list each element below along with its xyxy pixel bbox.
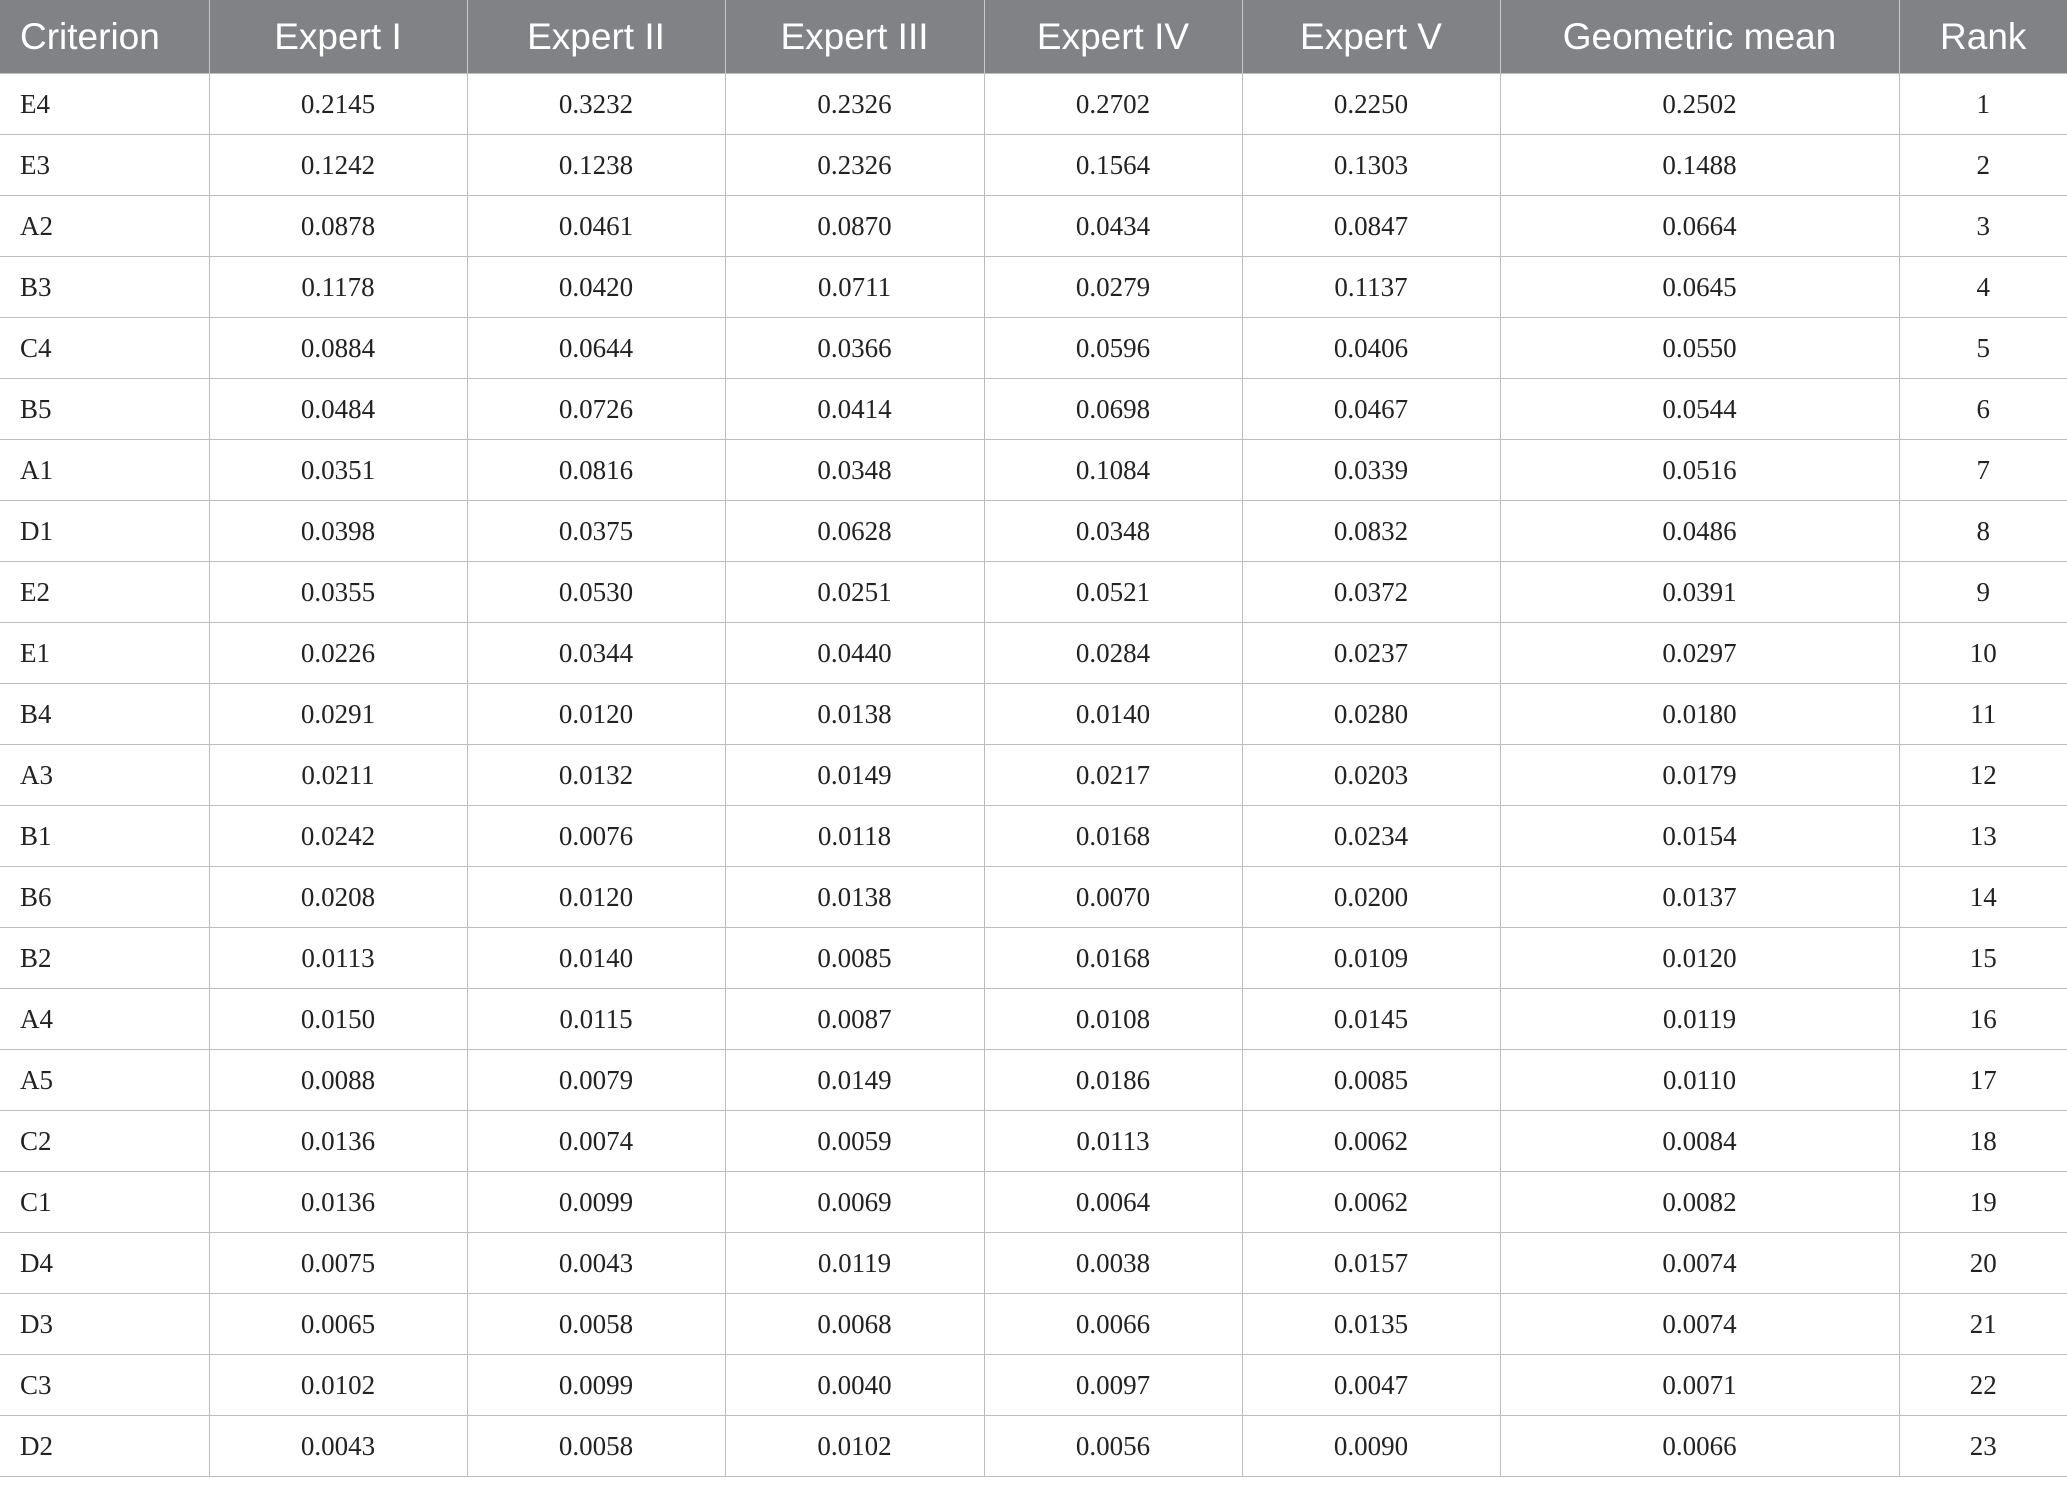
table-row: [0, 1233, 2067, 1294]
cell-expert-2: 0.1238: [467, 135, 725, 196]
cell-rank: 7: [1899, 440, 2067, 501]
cell-criterion: A2: [0, 196, 209, 257]
cell-expert-3: 0.2326: [725, 135, 984, 196]
cell-geometric-mean: 0.0664: [1500, 196, 1899, 257]
cell-expert-1: 0.0136: [209, 1172, 467, 1233]
cell-criterion: B4: [0, 684, 209, 745]
cell-expert-2: 0.0344: [467, 623, 725, 684]
cell-geometric-mean: 0.0179: [1500, 745, 1899, 806]
cell-rank: 6: [1899, 379, 2067, 440]
cell-rank: 8: [1899, 501, 2067, 562]
cell-expert-3: 0.0138: [725, 867, 984, 928]
column-header-geometric-mean: Geometric mean: [1500, 0, 1899, 74]
cell-expert-5: 0.0234: [1242, 806, 1500, 867]
cell-expert-2: 0.3232: [467, 74, 725, 135]
cell-geometric-mean: 0.2502: [1500, 74, 1899, 135]
cell-expert-4: 0.2702: [984, 74, 1242, 135]
cell-expert-1: 0.0398: [209, 501, 467, 562]
cell-expert-3: 0.0059: [725, 1111, 984, 1172]
cell-geometric-mean: 0.0516: [1500, 440, 1899, 501]
cell-geometric-mean: 0.0074: [1500, 1294, 1899, 1355]
cell-expert-4: 0.0070: [984, 867, 1242, 928]
cell-expert-4: 0.0284: [984, 623, 1242, 684]
table-row: [0, 623, 2067, 684]
cell-expert-4: 0.0038: [984, 1233, 1242, 1294]
cell-expert-5: 0.0467: [1242, 379, 1500, 440]
cell-criterion: C2: [0, 1111, 209, 1172]
cell-rank: 12: [1899, 745, 2067, 806]
cell-expert-3: 0.0087: [725, 989, 984, 1050]
cell-expert-2: 0.0076: [467, 806, 725, 867]
table-row: [0, 1355, 2067, 1416]
cell-criterion: D1: [0, 501, 209, 562]
cell-rank: 23: [1899, 1416, 2067, 1477]
column-header-expert-3: Expert III: [725, 0, 984, 74]
cell-expert-1: 0.0878: [209, 196, 467, 257]
table-row: [0, 1294, 2067, 1355]
table-row: [0, 745, 2067, 806]
cell-expert-2: 0.0530: [467, 562, 725, 623]
table-row: [0, 989, 2067, 1050]
cell-rank: 11: [1899, 684, 2067, 745]
cell-criterion: A5: [0, 1050, 209, 1111]
header-row: [0, 0, 2067, 74]
cell-expert-4: 0.0279: [984, 257, 1242, 318]
table-row: [0, 440, 2067, 501]
cell-expert-1: 0.0102: [209, 1355, 467, 1416]
cell-expert-3: 0.0348: [725, 440, 984, 501]
cell-geometric-mean: 0.0074: [1500, 1233, 1899, 1294]
cell-expert-1: 0.0208: [209, 867, 467, 928]
cell-expert-5: 0.0062: [1242, 1111, 1500, 1172]
cell-expert-5: 0.0085: [1242, 1050, 1500, 1111]
cell-geometric-mean: 0.0297: [1500, 623, 1899, 684]
cell-rank: 19: [1899, 1172, 2067, 1233]
cell-expert-1: 0.0351: [209, 440, 467, 501]
cell-geometric-mean: 0.0180: [1500, 684, 1899, 745]
cell-expert-3: 0.0440: [725, 623, 984, 684]
cell-rank: 1: [1899, 74, 2067, 135]
cell-expert-2: 0.0043: [467, 1233, 725, 1294]
cell-criterion: B6: [0, 867, 209, 928]
cell-expert-3: 0.0711: [725, 257, 984, 318]
cell-criterion: D4: [0, 1233, 209, 1294]
column-header-criterion: Criterion: [0, 0, 209, 74]
cell-criterion: B3: [0, 257, 209, 318]
cell-expert-2: 0.0120: [467, 684, 725, 745]
cell-expert-4: 0.0348: [984, 501, 1242, 562]
cell-expert-5: 0.0339: [1242, 440, 1500, 501]
cell-expert-1: 0.0355: [209, 562, 467, 623]
cell-expert-1: 0.0088: [209, 1050, 467, 1111]
cell-expert-2: 0.0461: [467, 196, 725, 257]
cell-expert-5: 0.0109: [1242, 928, 1500, 989]
table-row: [0, 501, 2067, 562]
cell-expert-1: 0.1178: [209, 257, 467, 318]
cell-expert-4: 0.0217: [984, 745, 1242, 806]
cell-expert-4: 0.0064: [984, 1172, 1242, 1233]
cell-geometric-mean: 0.0391: [1500, 562, 1899, 623]
cell-expert-5: 0.0832: [1242, 501, 1500, 562]
cell-expert-2: 0.0099: [467, 1355, 725, 1416]
cell-geometric-mean: 0.0550: [1500, 318, 1899, 379]
cell-geometric-mean: 0.0120: [1500, 928, 1899, 989]
cell-expert-2: 0.0074: [467, 1111, 725, 1172]
cell-expert-3: 0.0138: [725, 684, 984, 745]
cell-expert-2: 0.0375: [467, 501, 725, 562]
cell-expert-2: 0.0420: [467, 257, 725, 318]
cell-expert-5: 0.0237: [1242, 623, 1500, 684]
cell-criterion: E4: [0, 74, 209, 135]
cell-criterion: E2: [0, 562, 209, 623]
cell-rank: 14: [1899, 867, 2067, 928]
cell-geometric-mean: 0.0071: [1500, 1355, 1899, 1416]
cell-expert-1: 0.0150: [209, 989, 467, 1050]
cell-expert-3: 0.0069: [725, 1172, 984, 1233]
cell-criterion: D3: [0, 1294, 209, 1355]
cell-expert-4: 0.0108: [984, 989, 1242, 1050]
cell-geometric-mean: 0.0110: [1500, 1050, 1899, 1111]
cell-expert-2: 0.0726: [467, 379, 725, 440]
cell-criterion: A4: [0, 989, 209, 1050]
cell-expert-2: 0.0120: [467, 867, 725, 928]
cell-expert-5: 0.0406: [1242, 318, 1500, 379]
cell-expert-4: 0.0186: [984, 1050, 1242, 1111]
cell-expert-3: 0.0118: [725, 806, 984, 867]
cell-expert-2: 0.0644: [467, 318, 725, 379]
cell-criterion: C4: [0, 318, 209, 379]
cell-expert-1: 0.0136: [209, 1111, 467, 1172]
cell-expert-1: 0.1242: [209, 135, 467, 196]
cell-rank: 3: [1899, 196, 2067, 257]
cell-expert-1: 0.0884: [209, 318, 467, 379]
cell-rank: 10: [1899, 623, 2067, 684]
cell-expert-5: 0.0090: [1242, 1416, 1500, 1477]
cell-criterion: C3: [0, 1355, 209, 1416]
cell-criterion: E1: [0, 623, 209, 684]
cell-expert-1: 0.0065: [209, 1294, 467, 1355]
cell-geometric-mean: 0.0137: [1500, 867, 1899, 928]
cell-expert-3: 0.0628: [725, 501, 984, 562]
cell-expert-5: 0.0062: [1242, 1172, 1500, 1233]
table-row: [0, 74, 2067, 135]
cell-rank: 20: [1899, 1233, 2067, 1294]
cell-expert-1: 0.0291: [209, 684, 467, 745]
cell-expert-3: 0.0040: [725, 1355, 984, 1416]
cell-expert-4: 0.0168: [984, 806, 1242, 867]
table-row: [0, 1111, 2067, 1172]
cell-rank: 2: [1899, 135, 2067, 196]
table-body: [0, 74, 2067, 1477]
cell-geometric-mean: 0.1488: [1500, 135, 1899, 196]
cell-expert-5: 0.0047: [1242, 1355, 1500, 1416]
table-row: [0, 379, 2067, 440]
table-row: [0, 1050, 2067, 1111]
table-row: [0, 196, 2067, 257]
cell-geometric-mean: 0.0544: [1500, 379, 1899, 440]
table-row: [0, 806, 2067, 867]
table-row: [0, 928, 2067, 989]
cell-expert-3: 0.2326: [725, 74, 984, 135]
column-header-expert-2: Expert II: [467, 0, 725, 74]
cell-expert-2: 0.0816: [467, 440, 725, 501]
cell-rank: 15: [1899, 928, 2067, 989]
cell-criterion: A3: [0, 745, 209, 806]
column-header-expert-4: Expert IV: [984, 0, 1242, 74]
column-header-rank: Rank: [1899, 0, 2067, 74]
cell-expert-4: 0.0066: [984, 1294, 1242, 1355]
cell-expert-4: 0.0056: [984, 1416, 1242, 1477]
cell-expert-3: 0.0102: [725, 1416, 984, 1477]
cell-expert-3: 0.0149: [725, 745, 984, 806]
cell-geometric-mean: 0.0645: [1500, 257, 1899, 318]
cell-expert-2: 0.0079: [467, 1050, 725, 1111]
cell-expert-4: 0.0521: [984, 562, 1242, 623]
cell-geometric-mean: 0.0066: [1500, 1416, 1899, 1477]
table-row: [0, 318, 2067, 379]
cell-expert-3: 0.0149: [725, 1050, 984, 1111]
cell-expert-3: 0.0119: [725, 1233, 984, 1294]
cell-expert-4: 0.0434: [984, 196, 1242, 257]
cell-rank: 9: [1899, 562, 2067, 623]
cell-expert-5: 0.0157: [1242, 1233, 1500, 1294]
cell-criterion: D2: [0, 1416, 209, 1477]
cell-expert-3: 0.0414: [725, 379, 984, 440]
cell-criterion: E3: [0, 135, 209, 196]
cell-expert-1: 0.0211: [209, 745, 467, 806]
cell-criterion: B5: [0, 379, 209, 440]
cell-rank: 16: [1899, 989, 2067, 1050]
cell-expert-5: 0.0145: [1242, 989, 1500, 1050]
cell-geometric-mean: 0.0154: [1500, 806, 1899, 867]
cell-expert-4: 0.1084: [984, 440, 1242, 501]
cell-expert-5: 0.1303: [1242, 135, 1500, 196]
table-row: [0, 257, 2067, 318]
cell-criterion: C1: [0, 1172, 209, 1233]
cell-expert-1: 0.2145: [209, 74, 467, 135]
cell-expert-1: 0.0484: [209, 379, 467, 440]
cell-geometric-mean: 0.0486: [1500, 501, 1899, 562]
cell-expert-5: 0.0372: [1242, 562, 1500, 623]
cell-rank: 13: [1899, 806, 2067, 867]
cell-expert-5: 0.0135: [1242, 1294, 1500, 1355]
cell-expert-4: 0.0168: [984, 928, 1242, 989]
cell-expert-4: 0.0596: [984, 318, 1242, 379]
table-row: [0, 684, 2067, 745]
cell-expert-2: 0.0132: [467, 745, 725, 806]
column-header-expert-1: Expert I: [209, 0, 467, 74]
cell-expert-1: 0.0242: [209, 806, 467, 867]
cell-geometric-mean: 0.0084: [1500, 1111, 1899, 1172]
cell-rank: 5: [1899, 318, 2067, 379]
cell-expert-5: 0.0847: [1242, 196, 1500, 257]
table-header: [0, 0, 2067, 74]
cell-expert-4: 0.0698: [984, 379, 1242, 440]
cell-expert-5: 0.1137: [1242, 257, 1500, 318]
cell-expert-1: 0.0226: [209, 623, 467, 684]
cell-geometric-mean: 0.0082: [1500, 1172, 1899, 1233]
cell-expert-3: 0.0085: [725, 928, 984, 989]
table-row: [0, 1416, 2067, 1477]
cell-expert-3: 0.0870: [725, 196, 984, 257]
cell-expert-3: 0.0366: [725, 318, 984, 379]
cell-expert-5: 0.2250: [1242, 74, 1500, 135]
cell-geometric-mean: 0.0119: [1500, 989, 1899, 1050]
cell-criterion: B2: [0, 928, 209, 989]
cell-expert-4: 0.0097: [984, 1355, 1242, 1416]
column-header-expert-5: Expert V: [1242, 0, 1500, 74]
cell-expert-2: 0.0140: [467, 928, 725, 989]
cell-expert-2: 0.0058: [467, 1416, 725, 1477]
cell-rank: 17: [1899, 1050, 2067, 1111]
cell-rank: 21: [1899, 1294, 2067, 1355]
cell-expert-4: 0.0113: [984, 1111, 1242, 1172]
cell-expert-2: 0.0115: [467, 989, 725, 1050]
table-row: [0, 135, 2067, 196]
cell-expert-5: 0.0280: [1242, 684, 1500, 745]
cell-expert-4: 0.1564: [984, 135, 1242, 196]
cell-rank: 18: [1899, 1111, 2067, 1172]
cell-expert-2: 0.0099: [467, 1172, 725, 1233]
cell-criterion: B1: [0, 806, 209, 867]
cell-rank: 4: [1899, 257, 2067, 318]
cell-expert-1: 0.0043: [209, 1416, 467, 1477]
cell-expert-4: 0.0140: [984, 684, 1242, 745]
cell-rank: 22: [1899, 1355, 2067, 1416]
table-row: [0, 1172, 2067, 1233]
cell-criterion: A1: [0, 440, 209, 501]
cell-expert-1: 0.0075: [209, 1233, 467, 1294]
cell-expert-2: 0.0058: [467, 1294, 725, 1355]
cell-expert-3: 0.0251: [725, 562, 984, 623]
cell-expert-1: 0.0113: [209, 928, 467, 989]
cell-expert-5: 0.0200: [1242, 867, 1500, 928]
cell-expert-3: 0.0068: [725, 1294, 984, 1355]
table-row: [0, 867, 2067, 928]
cell-expert-5: 0.0203: [1242, 745, 1500, 806]
table-row: [0, 562, 2067, 623]
